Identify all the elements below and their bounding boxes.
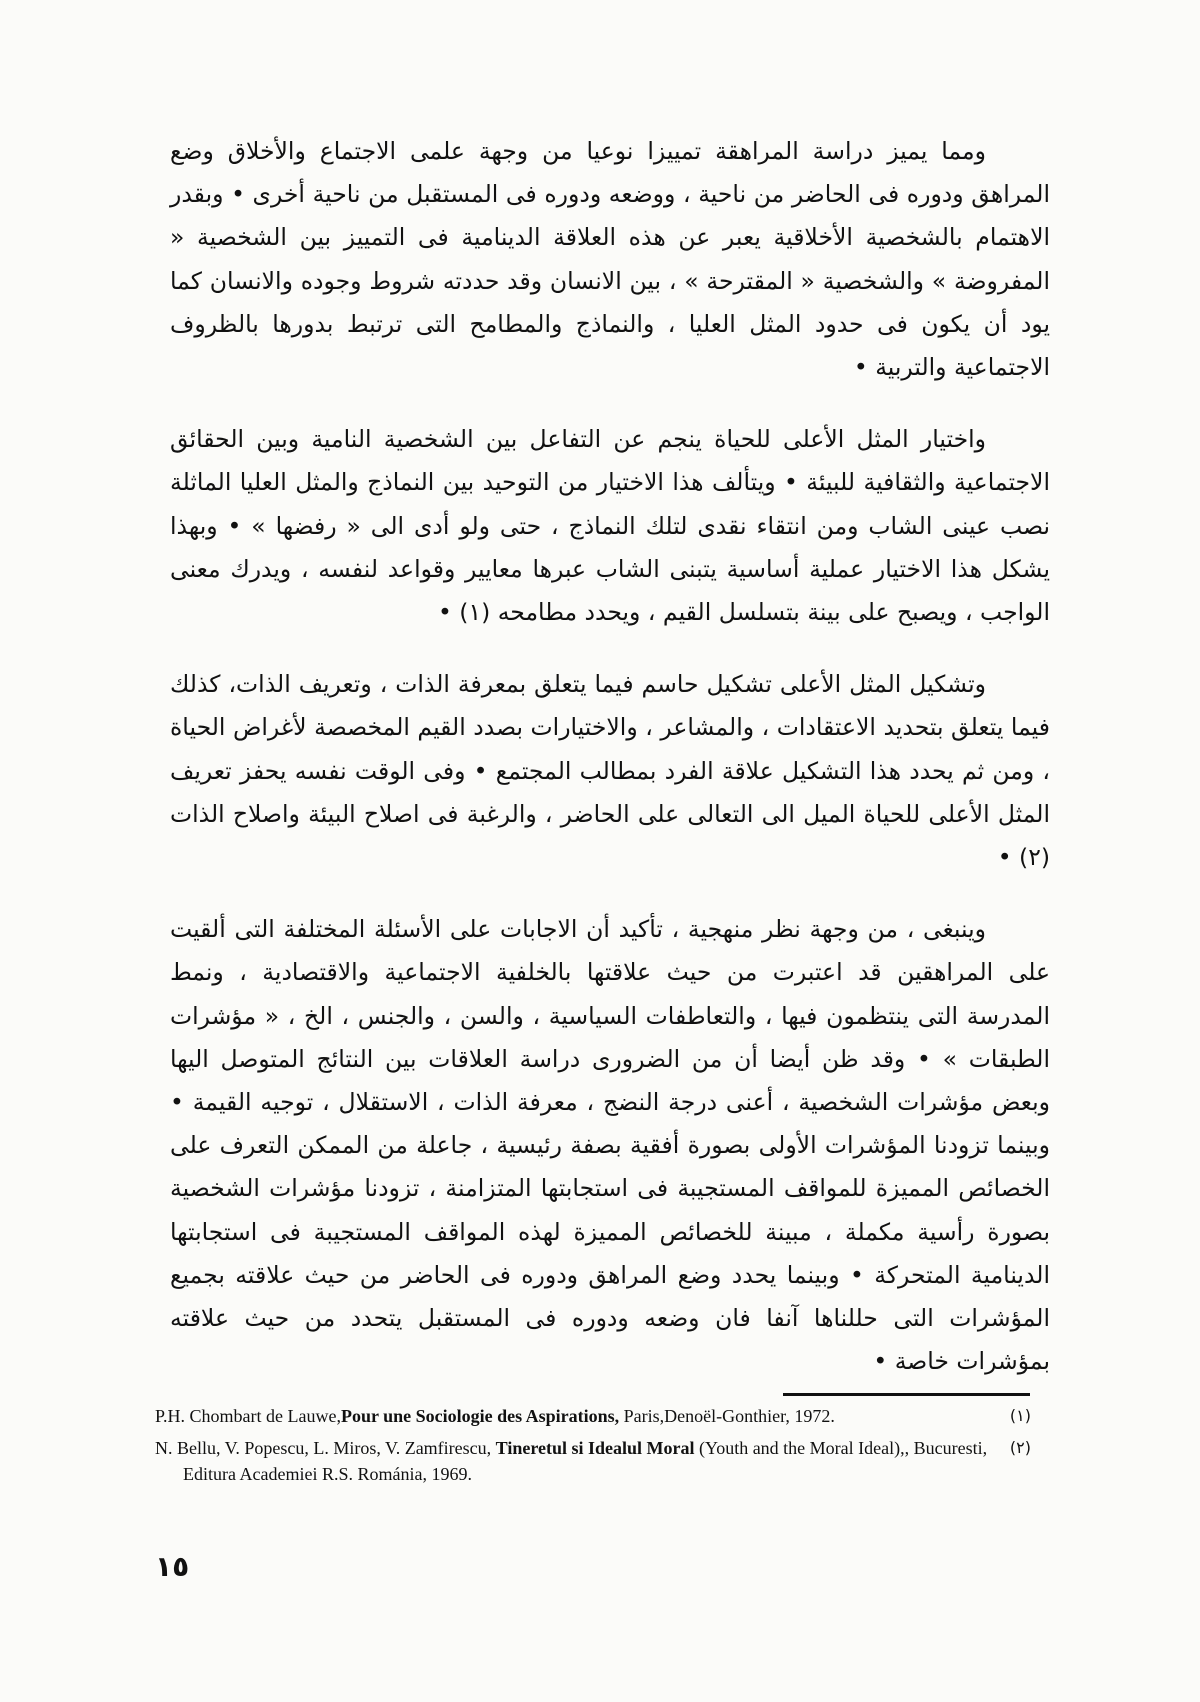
paragraph-3: وتشكيل المثل الأعلى تشكيل حاسم فيما يتعلق بمعرفة الذات ، وتعريف الذات، كذلك فيما يتعلق بتحديد الاعتقادات ، والمشاعر ، والاختيارات بصدد القيم المخصصة لأغراض الحياة ، ومن ثم يحدد هذا التشكيل علاقة الفرد بمطالب المجتمع • وفى الوقت نفسه يحفز تعريف المثل الأعلى للحياة الميل الى التعالى على الحاضر ، والرغبة فى اصلاح البيئة واصلاح الذات (٢) • xyxy=(170,670,1050,872)
footnote-publication: Paris,Denoël-Gonthier, 1972. xyxy=(619,1406,835,1426)
paragraph-1: ومما يميز دراسة المراهقة تمييزا نوعيا من وجهة علمى الاجتماع والأخلاق وضع المراهق ودوره فى الحاضر من ناحية ، ووضعه ودوره فى المستقبل من ناحية أخرى • وبقدر الاهتمام بالشخصية الأخلاقية يعبر عن هذه العلاقة الدينامية فى التمييز بين الشخصية « المفروضة » والشخصية « المقترحة » ، بين الانسان وقد حددته شروط وجوده والانسان كما يود أن يكون فى حدود المثل العليا ، والنماذج والمطامح التى ترتبط بدورها بالظروف الاجتماعية والتربية • xyxy=(170,137,1050,382)
paragraph-4: وينبغى ، من وجهة نظر منهجية ، تأكيد أن الاجابات على الأسئلة المختلفة التى ألقيت على المراهقين قد اعتبرت من حيث علاقتها بالخلفية الاجتماعية والاقتصادية ، ونمط المدرسة التى ينتظمون فيها ، والتعاطفات السياسية ، والسن ، والجنس ، الخ ، « مؤشرات الطبقات » • وقد ظن أيضا أن من الضرورى دراسة العلاقات بين النتائج المتوصل اليها وبعض مؤشرات الشخصية ، أعنى درجة النضج ، معرفة الذات ، الاستقلال ، توجيه القيمة • وبينما تزودنا المؤشرات الأولى بصورة أفقية بصفة رئيسية ، جاعلة من الممكن التعرف على الخصائص المميزة للمواقف المستجيبة فى استجابتها المتزامنة ، تزودنا مؤشرات الشخصية بصورة رأسية مكملة ، مبينة للخصائص المميزة لهذه المواقف المستجيبة فى استجابتها الدينامية المتحركة • وبينما يحدد وضع المراهق ودوره فى الحاضر من حيث علاقته بجميع المؤشرات التى حللناها آنفا فان وضعه ودوره فى المستقبل يتحدد من حيث علاقته بمؤشرات خاصة • xyxy=(170,915,1050,1376)
footnote-author: N. Bellu, V. Popescu, L. Miros, V. Zamfirescu, xyxy=(155,1438,496,1458)
footnote-text xyxy=(155,1403,991,1429)
footnote-number: (١) xyxy=(1009,1406,1031,1425)
footnote-publication: (Youth and the Moral Ideal),, Bucuresti, Editura Academiei R.S. Románia, 1969. xyxy=(183,1438,988,1484)
footnote-title: Tineretul si Idealul Moral xyxy=(495,1438,695,1458)
footnotes xyxy=(155,1403,1035,1493)
footnote-text xyxy=(155,1435,991,1487)
paragraph-2: واختيار المثل الأعلى للحياة ينجم عن التفاعل بين الشخصية النامية وبين الحقائق الاجتماعية والثقافية للبيئة • ويتألف هذا الاختيار من التوحيد بين النماذج والمثل العليا الماثلة نصب عينى الشاب ومن انتقاء نقدى لتلك النماذج ، حتى ولو أدى الى « رفضها » • وبهذا يشكل هذا الاختيار عملية أساسية يتبنى الشاب عبرها معايير وقواعد لنفسه ، ويدرك معنى الواجب ، ويصبح على بينة بتسلسل القيم ، ويحدد مطامحه (١) • xyxy=(170,425,1050,627)
footnote-divider xyxy=(783,1393,1030,1396)
footnote-2 xyxy=(155,1435,1035,1487)
main-text xyxy=(170,130,1050,1412)
footnote-number: (٢) xyxy=(1009,1438,1031,1457)
page-number: ١٥ xyxy=(155,1550,190,1583)
footnote-author: P.H. Chombart de Lauwe, xyxy=(155,1406,341,1426)
footnote-1 xyxy=(155,1403,1035,1429)
footnote-title: Pour une Sociologie des Aspirations, xyxy=(340,1406,620,1426)
